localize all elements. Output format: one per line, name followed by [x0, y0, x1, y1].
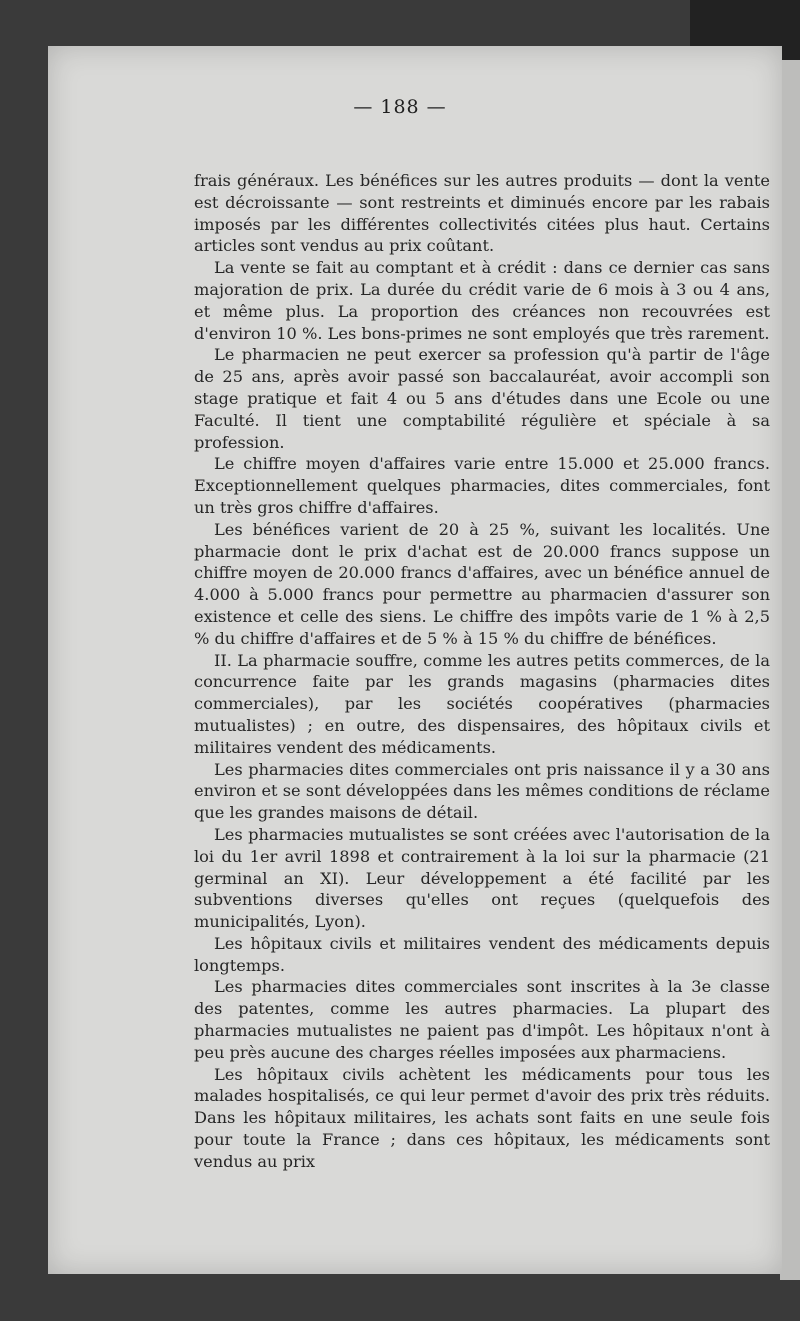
paragraph: Les hôpitaux civils et militaires vendent des médicaments depuis longtemps. [194, 933, 770, 975]
paragraph: II. La pharmacie souffre, comme les autres petits commerces, de la concurrence faite par les grands magasins (pharmacies dites commerciales), par les sociétés coopératives (pharmacies mutualistes) ; en outre, des dispensaires, des hôpitaux civils et militaires vendent des médicaments. [194, 650, 770, 757]
paragraph: Les pharmacies dites commerciales ont pris naissance il y a 30 ans environ et se sont développées dans les mêmes conditions de réclame que les grandes maisons de détail. [194, 759, 770, 823]
paragraph: Les hôpitaux civils achètent les médicaments pour tous les malades hospitalisés, ce qui leur permet d'avoir des prix très réduits. Dans les hôpitaux militaires, les achats sont faits en une seule fois pour toute la France ; dans ces hôpitaux, les médicaments sont vendus au prix [194, 1064, 770, 1171]
paragraph: Les pharmacies dites commerciales sont inscrites à la 3e classe des patentes, comme les autres pharmacies. La plupart des pharmacies mutualistes ne paient pas d'impôt. Les hôpitaux n'ont à peu près aucune des charges réelles imposées aux pharmaciens. [194, 977, 770, 1062]
next-page-edge [780, 60, 800, 1280]
page-body [194, 170, 770, 1173]
page-number: — 188 — [353, 96, 447, 118]
paragraph: Le pharmacien ne peut exercer sa profession qu'à partir de l'âge de 25 ans, après avoir passé son baccalauréat, avoir accompli son stage pratique et fait 4 ou 5 ans d'études dans une Ecole ou une Faculté. Il tient une comptabilité régulière et spéciale à sa profession. [194, 345, 770, 452]
paragraph: Les bénéfices varient de 20 à 25 %, suivant les localités. Une pharmacie dont le prix d'achat est de 20.000 francs suppose un chiffre moyen de 20.000 francs d'affaires, avec un bénéfice annuel de 4.000 à 5.000 francs pour permettre au pharmacien d'assurer son existence et celle des siens. Le chiffre des impôts varie de 1 % à 2,5 % du chiffre d'affaires et de 5 % à 15 % du chiffre de bénéfices. [194, 519, 770, 648]
paragraph: frais généraux. Les bénéfices sur les autres produits — dont la vente est décroissante — sont restreints et diminués encore par les rabais imposés par les différentes collectivités citées plus haut. Certains articles sont vendus au prix coûtant. [194, 171, 770, 256]
paragraph: La vente se fait au comptant et à crédit : dans ce dernier cas sans majoration de prix. La durée du crédit varie de 6 mois à 3 ou 4 ans, et même plus. La proportion des créances non recouvrées est d'environ 10 %. Les bons-primes ne sont employés que très rarement. [194, 258, 770, 343]
paragraph: Les pharmacies mutualistes se sont créées avec l'autorisation de la loi du 1er avril 1898 et contrairement à la loi sur la pharmacie (21 germinal an XI). Leur développement a été facilité par les subventions diverses qu'elles ont reçues (quelquefois des municipalités, Lyon). [194, 824, 770, 932]
paragraph: Le chiffre moyen d'affaires varie entre 15.000 et 25.000 francs. Exceptionnellement quelques pharmacies, dites commerciales, font un très gros chiffre d'affaires. [194, 454, 770, 517]
